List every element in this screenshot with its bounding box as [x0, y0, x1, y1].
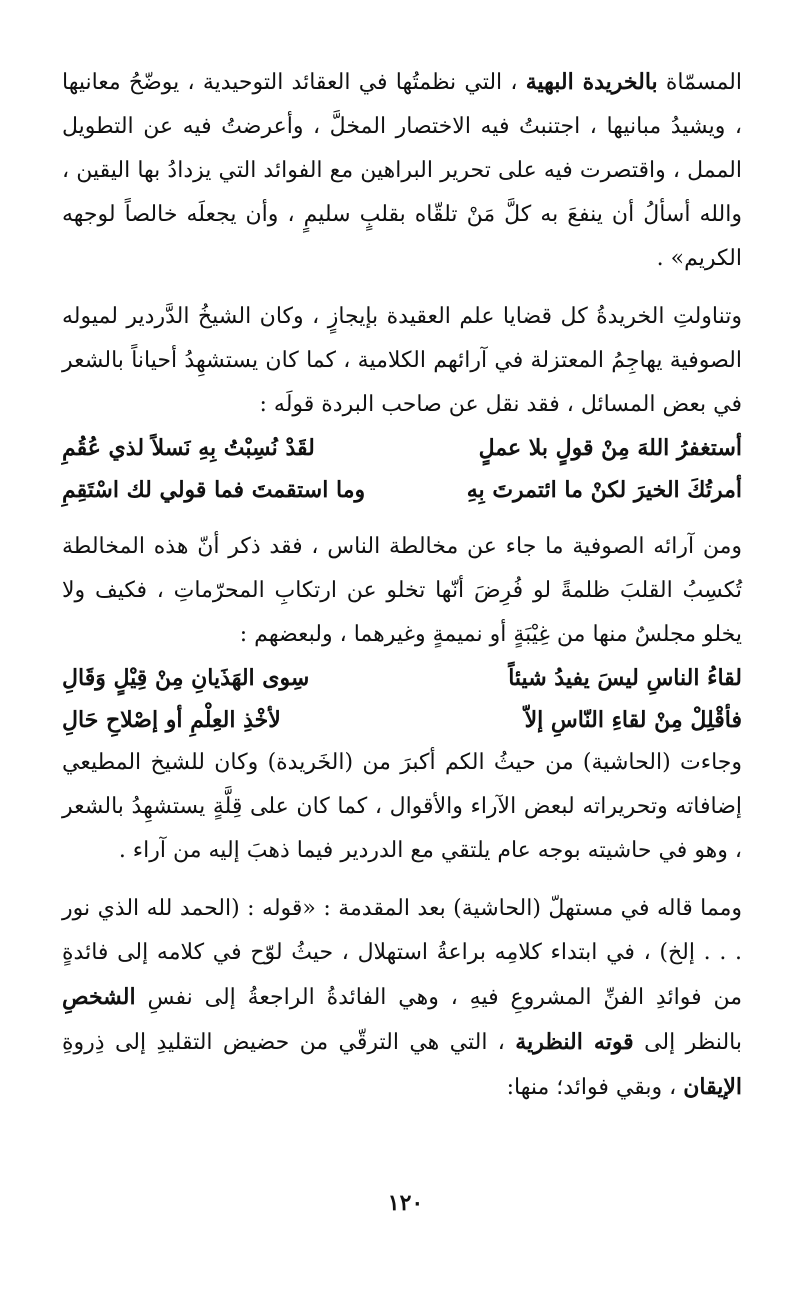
paragraph-2: وتناولتِ الخريدةُ كل قضايا علم العقيدة بإيجازٍ ، وكان الشيخُ الدَّردير لميوله الصوفية يهاجِمُ المعتزلة في آرائهم الكلامية ، كما كان يستشهِدُ أحياناً بالشعر في بعض المسائل ، فقد نقل عن صاحب البردة قولَه : [62, 304, 742, 417]
paragraph-5-part-g: ، وبقي فوائد؛ منها: [506, 1075, 684, 1100]
paragraph-1 [62, 60, 742, 281]
paragraph-4: وجاءت (الحاشية) من حيثُ الكم أكبرَ من (الخَريدة) وكان للشيخ المطيعي إضافاته وتحريراته لبعض الآراء والأقوال ، كما كان على قِلَّةٍ يستشهِدُ بالشعر ، وهو في حاشيته بوجه عام يلتقي مع الدردير فيما ذهبَ إليه من آراء . [62, 750, 742, 863]
poem-verse [62, 657, 742, 699]
verse-second-hemistich: سِوى الهَذَيانِ مِنْ قِيْلٍ وَقَالِ [62, 665, 310, 691]
page-number: ١٢٠ [387, 1190, 424, 1216]
book-title-emphasis: بالخريدة البهية [525, 69, 658, 95]
paragraph-1-start: المسمّاة [657, 70, 742, 95]
verse-first-hemistich: لقاءُ الناسِ ليسَ يفيدُ شيئاً [508, 665, 742, 691]
emphasis-person: الشخصِ [62, 984, 136, 1010]
verse-second-hemistich: لأخْذِ العِلْمِ أو إصْلاحِ حَالِ [62, 707, 281, 733]
emphasis-theoretical-power: قوته النظرية [515, 1029, 634, 1055]
paragraph-1-rest: ، التي نظمتُها في العقائد التوحيدية ، يوضّحُ معانيها ، ويشيدُ مبانيها ، اجتنبتُ فيه الاختصار المخلَّ ، وأعرضتُ فيه عن التطويل الممل ، واقتصرت فيه على تحرير البراهين مع الفوائد التي يزدادُ بها اليقين ، والله أسألُ أن ينفعَ به كلَّ مَنْ تلقّاه بقلبٍ سليمٍ ، وأن يجعلَه خالصاً لوجهه الكريم» . [62, 70, 743, 271]
verse-first-hemistich: أمرتُكَ الخيرَ لكنْ ما ائتمرتَ بِهِ [466, 477, 742, 503]
paragraph-3: ومن آرائه الصوفية ما جاء عن مخالطة الناس ، فقد ذكر أنّ هذه المخالطة تُكسِبُ القلبَ ظلمةً لو فُرِضَ أنّها تخلو عن ارتكابِ المحرّماتِ ، فكيف ولا يخلو مجلسٌ منها من غِيْبَةٍ أو نميمةٍ وغيرهما ، ولبعضهم : [62, 534, 742, 647]
verse-first-hemistich: أستغفرُ اللهَ مِنْ قولٍ بلا عملٍ [478, 435, 742, 461]
paragraph-5 [62, 887, 742, 1110]
poem-verse [62, 699, 742, 741]
poem-verse [62, 469, 742, 511]
poem-people [62, 657, 742, 741]
emphasis-certainty: الإيقان [683, 1074, 742, 1100]
verse-second-hemistich: لقَدْ نُسِبْتُ بِهِ نَسلاً لذي عُقُمِ [62, 435, 315, 461]
paragraph-5-part-a: ومما قاله في مستهلّ (الحاشية) بعد المقدمة : «قوله : (الحمد لله الذي نور . . . إلخ) ، في ابتداء كلامِه براعةُ استهلال ، حيثُ لوّح في كلامه إلى فائدةٍ من فوائدِ الفنِّ المشروعِ فيهِ ، وهي الفائدةُ الراجعةُ إلى نفسِ [62, 896, 742, 1010]
verse-second-hemistich: وما استقمتَ فما قولي لك اسْتَقِمِ [62, 477, 366, 503]
poem-burda [62, 427, 742, 511]
verse-first-hemistich: فأقْلِلْ مِنْ لقاءِ النّاسِ إلاّ [524, 707, 742, 733]
paragraph-5-part-e: ، التي هي الترقّي من حضيض التقليدِ إلى ذِروةِ [62, 1030, 516, 1055]
poem-verse [62, 427, 742, 469]
page-body [62, 60, 742, 1110]
paragraph-5-part-c: بالنظر إلى [633, 1030, 742, 1055]
